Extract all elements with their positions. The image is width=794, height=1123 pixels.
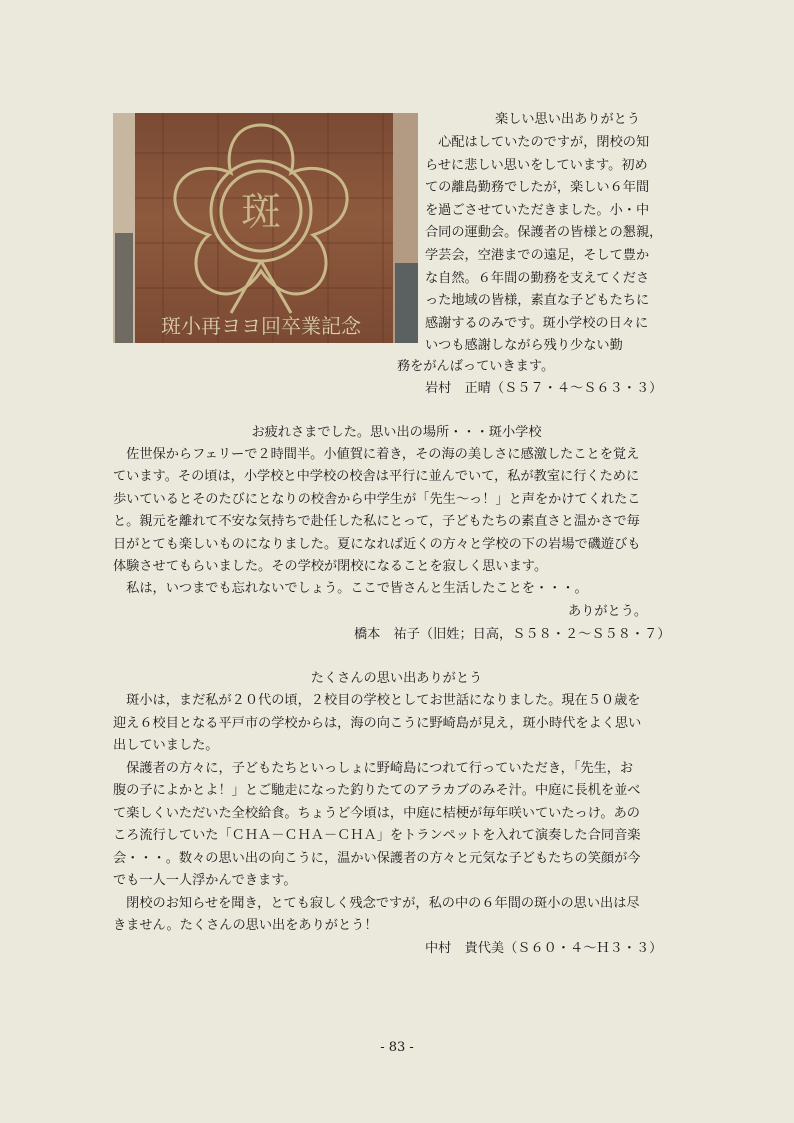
paragraph-line: 歩いているとそのたびにとなりの校舎から中学生が「先生〜っ！」と声をかけてくれたこ <box>113 491 641 507</box>
emblem-sign-text: 斑小再ヨヨ回卒業記念 <box>161 314 361 338</box>
paragraph-line: 佐世保からフェリーで２時間半。小値賀に着き，その海の美しさに感激したことを覚え <box>113 447 640 462</box>
section3-title: たくさんの思い出ありがとう <box>310 671 483 686</box>
paragraph-line: 閉校のお知らせを聞き，とても寂しく残念ですが，私の中の６年間の斑小の思い出は尽 <box>113 895 640 911</box>
paragraph-line: と。親元を離れて不安な気持ちで赴任した私にとって，子どもたちの素直さと温かさで毎 <box>113 514 640 530</box>
paragraph-line: 合同の運動会。保護者の皆様との懇親， <box>425 225 663 241</box>
paragraph-line: を過ごさせていただきました。小・中 <box>425 202 650 218</box>
paragraph-line: 迎え６校目となる平戸市の学校からは，海の向こうに野崎島が見え，斑小時代をよく思い <box>113 715 642 731</box>
paragraph-line: でも一人一人浮かんできます。 <box>113 873 297 888</box>
paragraph-line: な自然。６年間の勤務を支えてくださ <box>425 270 650 286</box>
emblem-character: 斑 <box>241 189 281 235</box>
paragraph-line: 体験させてもらいました。その学校が閉校になることを寂しく思います。 <box>113 559 548 574</box>
section2-title: お疲れさまでした。思い出の場所・・・斑小学校 <box>251 425 542 440</box>
paragraph-line: きません。たくさんの思い出をありがとう！ <box>113 918 378 933</box>
paragraph-line: 会・・・。数々の思い出の向こうに，温かい保護者の方々と元気な子どもたちの笑顔が今 <box>113 850 641 866</box>
paragraph-line: ての離島勤務でしたが，楽しい６年間 <box>425 180 650 196</box>
paragraph-line: 保護者の方々に，子どもたちといっしょに野崎島につれて行っていただき，「先生，お <box>113 760 634 776</box>
section2-author: 橋本 祐子（旧姓；日高，Ｓ５８・２〜Ｓ５８・７） <box>354 627 671 642</box>
paragraph-line: て楽しくいただいた全校給食。ちょうど今頃は，中庭に桔梗が毎年咲いていたっけ。あの <box>113 805 640 821</box>
paragraph-line: 腹の子によかとよ！」とご馳走になった釣りたてのアラカブのみそ汁。中庭に長机を並べ <box>113 783 641 798</box>
emblem-illustration <box>113 113 418 343</box>
section1-author: 岩村 正晴（Ｓ５７・４〜Ｓ６３・３） <box>425 381 663 396</box>
paragraph-line: った地域の皆様，素直な子どもたちに <box>425 293 650 309</box>
page-number: - 83 - <box>380 1040 414 1055</box>
paragraph-line: 学芸会，空港までの遠足，そして豊か <box>425 248 650 263</box>
paragraph-line: ています。その頃は，小学校と中学校の校舎は平行に並んでいて，私が教室に行くために <box>113 469 640 485</box>
section1-last-line: 務をがんばっていきます。 <box>397 359 555 374</box>
section1-title: 楽しい思い出ありがとう <box>494 112 641 127</box>
paragraph-line: 私は，いつまでも忘れないでしょう。ここで皆さんと生活したことを・・・。 <box>113 581 588 597</box>
paragraph-line: 出していました。 <box>113 738 219 753</box>
school-emblem-photo <box>113 113 418 343</box>
paragraph-line: 心配はしていたのですが，閉校の知 <box>425 135 650 150</box>
paragraph-line: らせに悲しい思いをしています。初め <box>425 157 648 173</box>
section3-author: 中村 貴代美（Ｓ６０・４〜Ｈ３・３） <box>425 941 663 956</box>
section2-thanks: ありがとう。 <box>568 604 648 619</box>
paragraph-line: 日がとても楽しいものになりました。夏になれば近くの方々と学校の下の岩場で磯遊びも <box>113 536 641 552</box>
paragraph-line: いつも感謝しながら残り少ない勤 <box>425 338 623 354</box>
paragraph-line: ころ流行していた「ＣＨＡ－ＣＨＡ－ＣＨＡ」をトランペットを入れて演奏した合同音楽 <box>113 828 641 843</box>
paragraph-line: 斑小は，まだ私が２０代の頃，２校目の学校としてお世話になりました。現在５０歳を <box>113 693 641 708</box>
paragraph-line: 感謝するのみです。斑小学校の日々に <box>425 315 649 331</box>
